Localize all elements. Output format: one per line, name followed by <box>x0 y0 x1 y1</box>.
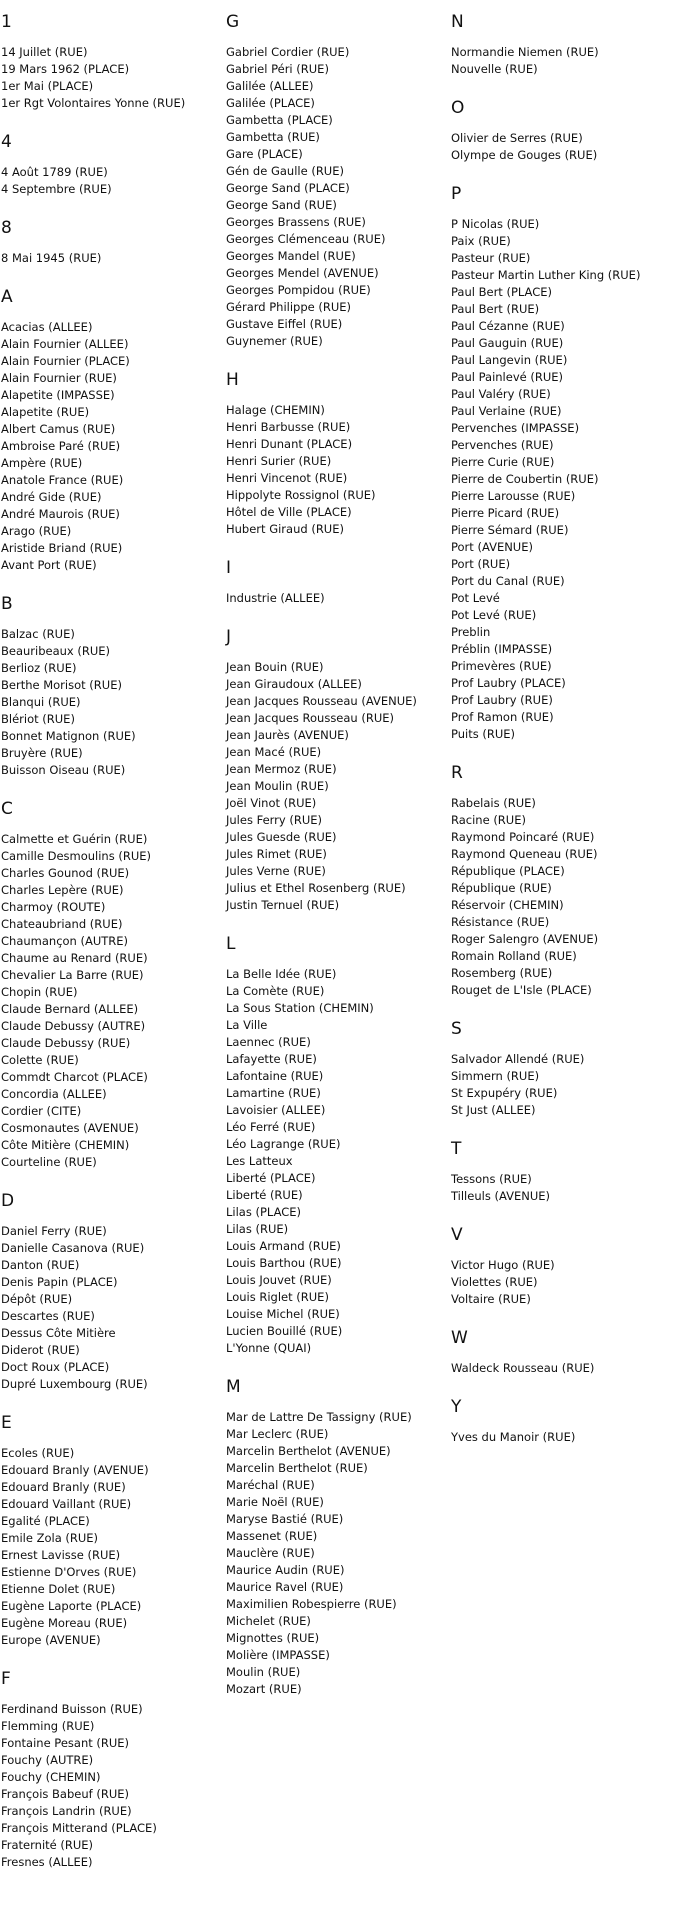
letter-section <box>1 12 226 112</box>
street-entry: Moulin (RUE) <box>226 1665 301 1679</box>
street-entry: Lavoisier (ALLEE) <box>226 1103 326 1117</box>
street-entry: Charles Lepère (RUE) <box>1 883 124 897</box>
street-entry: Camille Desmoulins (RUE) <box>1 849 152 863</box>
street-entry: Henri Barbusse (RUE) <box>226 420 351 434</box>
street-entry: André Gide (RUE) <box>1 490 102 504</box>
street-entry: Preblin <box>451 625 491 639</box>
street-entry: Jean Bouin (RUE) <box>226 660 324 674</box>
street-entry: Ecoles (RUE) <box>1 1446 75 1460</box>
street-entry: André Maurois (RUE) <box>1 507 120 521</box>
street-entry: François Landrin (RUE) <box>1 1804 132 1818</box>
street-entry: Paul Gauguin (RUE) <box>451 336 564 350</box>
street-entry: Massenet (RUE) <box>226 1529 318 1543</box>
street-entry: La Ville <box>226 1018 268 1032</box>
street-entry: Primevères (RUE) <box>451 659 552 673</box>
section-heading: N <box>451 12 464 32</box>
section-heading: B <box>1 594 13 614</box>
street-entry: Pervenches (RUE) <box>451 438 554 452</box>
street-entry: Aristide Briand (RUE) <box>1 541 123 555</box>
street-entry: Daniel Ferry (RUE) <box>1 1224 107 1238</box>
section-heading: J <box>226 627 232 647</box>
street-list <box>226 590 451 607</box>
letter-section <box>451 1225 675 1308</box>
letter-section <box>1 218 226 267</box>
street-entry: Gérard Philippe (RUE) <box>226 300 352 314</box>
street-entry: St Expupéry (RUE) <box>451 1086 558 1100</box>
street-entry: Paul Verlaine (RUE) <box>451 404 562 418</box>
letter-section <box>1 594 226 779</box>
street-entry: François Babeuf (RUE) <box>1 1787 129 1801</box>
street-entry: Paul Cézanne (RUE) <box>451 319 565 333</box>
street-entry: Halage (CHEMIN) <box>226 403 325 417</box>
street-entry: Jean Jaurès (AVENUE) <box>226 728 349 742</box>
section-heading: O <box>451 98 465 118</box>
street-entry: Résistance (RUE) <box>451 915 550 929</box>
street-entry: Gare (PLACE) <box>226 147 303 161</box>
street-entry: Estienne D'Orves (RUE) <box>1 1565 137 1579</box>
street-entry: Pierre Larousse (RUE) <box>451 489 576 503</box>
street-list <box>1 626 226 779</box>
street-list <box>1 250 226 267</box>
street-list <box>451 1429 675 1446</box>
street-entry: P Nicolas (RUE) <box>451 217 540 231</box>
street-entry: Calmette et Guérin (RUE) <box>1 832 148 846</box>
street-entry: Henri Dunant (PLACE) <box>226 437 353 451</box>
street-entry: Marie Noël (RUE) <box>226 1495 324 1509</box>
street-entry: Justin Ternuel (RUE) <box>226 898 340 912</box>
street-entry: Maximilien Robespierre (RUE) <box>226 1597 397 1611</box>
street-entry: Victor Hugo (RUE) <box>451 1258 555 1272</box>
letter-section <box>226 558 451 607</box>
street-entry: Jean Giraudoux (ALLEE) <box>226 677 362 691</box>
street-list <box>226 44 451 350</box>
street-entry: Fraternité (RUE) <box>1 1838 94 1852</box>
street-entry: Bruyère (RUE) <box>1 746 83 760</box>
section-heading: E <box>1 1413 12 1433</box>
street-entry: Dessus Côte Mitière <box>1 1326 116 1340</box>
street-list <box>451 216 675 743</box>
street-entry: Rabelais (RUE) <box>451 796 536 810</box>
street-entry: Maryse Bastié (RUE) <box>226 1512 344 1526</box>
letter-section <box>1 132 226 198</box>
street-entry: Eugène Moreau (RUE) <box>1 1616 128 1630</box>
street-entry: Cosmonautes (AVENUE) <box>1 1121 139 1135</box>
street-entry: Paix (RUE) <box>451 234 511 248</box>
street-entry: Diderot (RUE) <box>1 1343 80 1357</box>
street-entry: Julius et Ethel Rosenberg (RUE) <box>226 881 406 895</box>
street-entry: Olympe de Gouges (RUE) <box>451 148 598 162</box>
street-entry: Georges Pompidou (RUE) <box>226 283 371 297</box>
street-entry: Doct Roux (PLACE) <box>1 1360 110 1374</box>
street-entry: Mauclère (RUE) <box>226 1546 315 1560</box>
street-list <box>1 1701 226 1871</box>
street-entry: Ernest Lavisse (RUE) <box>1 1548 121 1562</box>
letter-section <box>451 98 675 164</box>
street-entry: Mar de Lattre De Tassigny (RUE) <box>226 1410 412 1424</box>
street-entry: Gabriel Cordier (RUE) <box>226 45 350 59</box>
street-entry: Jules Rimet (RUE) <box>226 847 327 861</box>
street-list <box>451 1360 675 1377</box>
letter-section <box>451 763 675 999</box>
section-heading: R <box>451 763 463 783</box>
street-entry: Courteline (RUE) <box>1 1155 97 1169</box>
street-list <box>226 659 451 914</box>
street-entry: Mignottes (RUE) <box>226 1631 320 1645</box>
street-entry: Henri Vincenot (RUE) <box>226 471 348 485</box>
street-entry: Roger Salengro (AVENUE) <box>451 932 599 946</box>
street-entry: Georges Brassens (RUE) <box>226 215 366 229</box>
street-entry: Romain Rolland (RUE) <box>451 949 577 963</box>
street-entry: Fouchy (CHEMIN) <box>1 1770 101 1784</box>
street-entry: Jules Verne (RUE) <box>226 864 326 878</box>
letter-section <box>226 934 451 1357</box>
street-entry: Gambetta (RUE) <box>226 130 320 144</box>
street-entry: Beauribeaux (RUE) <box>1 644 111 658</box>
street-entry: Lilas (RUE) <box>226 1222 289 1236</box>
street-list <box>1 44 226 112</box>
street-entry: Laennec (RUE) <box>226 1035 311 1049</box>
street-entry: Eugène Laporte (PLACE) <box>1 1599 142 1613</box>
street-entry: Flemming (RUE) <box>1 1719 95 1733</box>
street-entry: Waldeck Rousseau (RUE) <box>451 1361 595 1375</box>
street-entry: Blanqui (RUE) <box>1 695 81 709</box>
street-entry: Port (AVENUE) <box>451 540 533 554</box>
street-entry: 19 Mars 1962 (PLACE) <box>1 62 130 76</box>
letter-section <box>451 12 675 78</box>
street-entry: Colette (RUE) <box>1 1053 79 1067</box>
street-entry: La Belle Idée (RUE) <box>226 967 337 981</box>
letter-section <box>1 1191 226 1393</box>
street-entry: George Sand (RUE) <box>226 198 337 212</box>
street-list <box>1 1445 226 1649</box>
street-entry: Lucien Bouillé (RUE) <box>226 1324 343 1338</box>
street-entry: Paul Painlevé (RUE) <box>451 370 564 384</box>
street-entry: Pierre Picard (RUE) <box>451 506 560 520</box>
street-entry: Nouvelle (RUE) <box>451 62 538 76</box>
street-entry: Louis Armand (RUE) <box>226 1239 341 1253</box>
street-entry: Jean Jacques Rousseau (RUE) <box>226 711 395 725</box>
street-entry: Danielle Casanova (RUE) <box>1 1241 145 1255</box>
letter-section <box>1 1413 226 1649</box>
street-entry: Claude Debussy (AUTRE) <box>1 1019 146 1033</box>
street-entry: 8 Mai 1945 (RUE) <box>1 251 102 265</box>
street-entry: Albert Camus (RUE) <box>1 422 116 436</box>
letter-section <box>226 627 451 914</box>
street-entry: Pierre Sémard (RUE) <box>451 523 569 537</box>
letter-section <box>1 799 226 1171</box>
street-entry: Alain Fournier (PLACE) <box>1 354 130 368</box>
letter-section <box>451 1397 675 1446</box>
street-entry: Maréchal (RUE) <box>226 1478 315 1492</box>
street-list <box>226 1409 451 1698</box>
street-entry: Lamartine (RUE) <box>226 1086 321 1100</box>
street-entry: Galilée (PLACE) <box>226 96 315 110</box>
section-heading: I <box>226 558 232 578</box>
street-list <box>1 831 226 1171</box>
section-heading: 4 <box>1 132 12 152</box>
street-entry: Yves du Manoir (RUE) <box>451 1430 576 1444</box>
street-entry: République (RUE) <box>451 881 552 895</box>
street-entry: Guynemer (RUE) <box>226 334 323 348</box>
street-entry: George Sand (PLACE) <box>226 181 350 195</box>
street-entry: Georges Mandel (RUE) <box>226 249 356 263</box>
street-list <box>451 44 675 78</box>
letter-section <box>1 287 226 574</box>
street-entry: Jean Moulin (RUE) <box>226 779 329 793</box>
street-entry: François Mitterand (PLACE) <box>1 1821 157 1835</box>
street-entry: Pierre Curie (RUE) <box>451 455 555 469</box>
street-entry: Pot Levé (RUE) <box>451 608 537 622</box>
street-entry: Georges Mendel (AVENUE) <box>226 266 379 280</box>
street-entry: Prof Ramon (RUE) <box>451 710 554 724</box>
section-heading: D <box>1 1191 15 1211</box>
street-entry: Arago (RUE) <box>1 524 72 538</box>
street-entry: Chaume au Renard (RUE) <box>1 951 148 965</box>
street-entry: Molière (IMPASSE) <box>226 1648 330 1662</box>
section-heading: H <box>226 370 239 390</box>
section-heading: T <box>451 1139 462 1159</box>
street-entry: L'Yonne (QUAI) <box>226 1341 312 1355</box>
letter-section <box>451 1328 675 1377</box>
street-entry: Alapetite (RUE) <box>1 405 90 419</box>
street-entry: Léo Ferré (RUE) <box>226 1120 316 1134</box>
street-entry: Fouchy (AUTRE) <box>1 1753 94 1767</box>
street-entry: Gén de Gaulle (RUE) <box>226 164 344 178</box>
street-entry: Ambroise Paré (RUE) <box>1 439 121 453</box>
street-entry: Joël Vinot (RUE) <box>226 796 317 810</box>
street-entry: Pot Levé <box>451 591 500 605</box>
street-entry: Paul Bert (RUE) <box>451 302 540 316</box>
street-entry: Acacias (ALLEE) <box>1 320 93 334</box>
street-entry: Danton (RUE) <box>1 1258 80 1272</box>
street-entry: La Sous Station (CHEMIN) <box>226 1001 374 1015</box>
street-entry: Charmoy (ROUTE) <box>1 900 106 914</box>
street-entry: 1er Mai (PLACE) <box>1 79 94 93</box>
street-entry: Jules Ferry (RUE) <box>226 813 323 827</box>
street-entry: Réservoir (CHEMIN) <box>451 898 564 912</box>
letter-section <box>451 1139 675 1205</box>
street-list <box>451 130 675 164</box>
street-entry: Racine (RUE) <box>451 813 526 827</box>
street-entry: Alain Fournier (RUE) <box>1 371 117 385</box>
street-entry: Berthe Morisot (RUE) <box>1 678 122 692</box>
street-entry: Charles Gounod (RUE) <box>1 866 130 880</box>
street-entry: Lafontaine (RUE) <box>226 1069 324 1083</box>
street-entry: Pasteur Martin Luther King (RUE) <box>451 268 641 282</box>
street-entry: Mozart (RUE) <box>226 1682 302 1696</box>
index-column <box>451 12 675 1466</box>
letter-section <box>226 370 451 538</box>
section-heading: A <box>1 287 13 307</box>
section-heading: W <box>451 1328 468 1348</box>
street-entry: Louis Jouvet (RUE) <box>226 1273 332 1287</box>
street-entry: Paul Bert (PLACE) <box>451 285 553 299</box>
street-entry: Jean Mermoz (RUE) <box>226 762 337 776</box>
street-entry: Pasteur (RUE) <box>451 251 531 265</box>
street-entry: Gabriel Péri (RUE) <box>226 62 329 76</box>
street-entry: Jules Guesde (RUE) <box>226 830 337 844</box>
street-entry: Raymond Poincaré (RUE) <box>451 830 595 844</box>
street-entry: Les Latteux <box>226 1154 293 1168</box>
street-list <box>451 1257 675 1308</box>
street-entry: Dépôt (RUE) <box>1 1292 73 1306</box>
street-list <box>451 1051 675 1119</box>
section-heading: L <box>226 934 236 954</box>
street-entry: Etienne Dolet (RUE) <box>1 1582 116 1596</box>
street-entry: Claude Bernard (ALLEE) <box>1 1002 139 1016</box>
letter-section <box>226 1377 451 1698</box>
street-entry: Berlioz (RUE) <box>1 661 77 675</box>
section-heading: M <box>226 1377 241 1397</box>
street-list <box>226 966 451 1357</box>
street-entry: Marcelin Berthelot (AVENUE) <box>226 1444 391 1458</box>
street-entry: Lilas (PLACE) <box>226 1205 302 1219</box>
street-entry: Port du Canal (RUE) <box>451 574 565 588</box>
street-entry: Prof Laubry (PLACE) <box>451 676 566 690</box>
street-entry: Tilleuls (AVENUE) <box>451 1189 550 1203</box>
index-column <box>1 12 226 1891</box>
street-entry: Léo Lagrange (RUE) <box>226 1137 341 1151</box>
street-entry: Port (RUE) <box>451 557 511 571</box>
street-entry: Chaumançon (AUTRE) <box>1 934 129 948</box>
street-entry: Edouard Branly (AVENUE) <box>1 1463 149 1477</box>
street-entry: Hippolyte Rossignol (RUE) <box>226 488 376 502</box>
street-entry: Jean Jacques Rousseau (AVENUE) <box>226 694 417 708</box>
street-entry: Concordia (ALLEE) <box>1 1087 107 1101</box>
street-entry: Europe (AVENUE) <box>1 1633 101 1647</box>
street-entry: Raymond Queneau (RUE) <box>451 847 598 861</box>
street-list <box>1 164 226 198</box>
street-entry: Lafayette (RUE) <box>226 1052 317 1066</box>
street-entry: Buisson Oiseau (RUE) <box>1 763 126 777</box>
street-entry: Chevalier La Barre (RUE) <box>1 968 144 982</box>
section-heading: G <box>226 12 240 32</box>
street-entry: Prof Laubry (RUE) <box>451 693 553 707</box>
street-entry: Commdt Charcot (PLACE) <box>1 1070 148 1084</box>
street-entry: Egalité (PLACE) <box>1 1514 90 1528</box>
street-entry: Rouget de L'Isle (PLACE) <box>451 983 592 997</box>
street-entry: Descartes (RUE) <box>1 1309 95 1323</box>
street-entry: Hôtel de Ville (PLACE) <box>226 505 352 519</box>
street-entry: Louis Riglet (RUE) <box>226 1290 329 1304</box>
street-entry: 4 Septembre (RUE) <box>1 182 112 196</box>
street-entry: Anatole France (RUE) <box>1 473 124 487</box>
street-entry: Salvador Allendé (RUE) <box>451 1052 585 1066</box>
street-entry: Liberté (PLACE) <box>226 1171 316 1185</box>
street-entry: Tessons (RUE) <box>451 1172 532 1186</box>
section-heading: S <box>451 1019 462 1039</box>
section-heading: P <box>451 184 462 204</box>
street-entry: Côte Mitière (CHEMIN) <box>1 1138 130 1152</box>
street-entry: Bonnet Matignon (RUE) <box>1 729 136 743</box>
street-list <box>1 319 226 574</box>
street-entry: Louis Barthou (RUE) <box>226 1256 342 1270</box>
street-entry: Henri Surier (RUE) <box>226 454 332 468</box>
street-entry: Voltaire (RUE) <box>451 1292 531 1306</box>
street-entry: La Comète (RUE) <box>226 984 325 998</box>
index-column <box>226 12 451 1718</box>
street-entry: Georges Clémenceau (RUE) <box>226 232 386 246</box>
letter-section <box>451 1019 675 1119</box>
section-heading: 8 <box>1 218 12 238</box>
street-entry: Michelet (RUE) <box>226 1614 311 1628</box>
street-list <box>451 795 675 999</box>
street-entry: Chopin (RUE) <box>1 985 78 999</box>
street-entry: Marcelin Berthelot (RUE) <box>226 1461 368 1475</box>
street-entry: Louise Michel (RUE) <box>226 1307 340 1321</box>
street-entry: St Just (ALLEE) <box>451 1103 536 1117</box>
street-entry: Dupré Luxembourg (RUE) <box>1 1377 148 1391</box>
street-entry: Edouard Vaillant (RUE) <box>1 1497 132 1511</box>
street-entry: Alain Fournier (ALLEE) <box>1 337 129 351</box>
street-entry: Pierre de Coubertin (RUE) <box>451 472 599 486</box>
street-list <box>226 402 451 538</box>
street-entry: Mar Leclerc (RUE) <box>226 1427 329 1441</box>
street-entry: Denis Papin (PLACE) <box>1 1275 118 1289</box>
street-entry: Jean Macé (RUE) <box>226 745 322 759</box>
street-entry: Simmern (RUE) <box>451 1069 540 1083</box>
street-list <box>1 1223 226 1393</box>
street-entry: Puits (RUE) <box>451 727 516 741</box>
street-entry: Balzac (RUE) <box>1 627 75 641</box>
street-entry: Olivier de Serres (RUE) <box>451 131 583 145</box>
street-entry: Claude Debussy (RUE) <box>1 1036 131 1050</box>
street-entry: Paul Langevin (RUE) <box>451 353 568 367</box>
street-entry: 14 Juillet (RUE) <box>1 45 88 59</box>
street-entry: Gustave Eiffel (RUE) <box>226 317 343 331</box>
street-entry: Fresnes (ALLEE) <box>1 1855 93 1869</box>
street-entry: Liberté (RUE) <box>226 1188 303 1202</box>
street-list <box>451 1171 675 1205</box>
section-heading: V <box>451 1225 463 1245</box>
letter-section <box>226 12 451 350</box>
section-heading: Y <box>451 1397 462 1417</box>
street-entry: 4 Août 1789 (RUE) <box>1 165 108 179</box>
street-entry: Rosemberg (RUE) <box>451 966 553 980</box>
street-entry: Violettes (RUE) <box>451 1275 538 1289</box>
street-entry: Paul Valéry (RUE) <box>451 387 551 401</box>
street-entry: Industrie (ALLEE) <box>226 591 325 605</box>
letter-section <box>1 1669 226 1871</box>
street-entry: Ampère (RUE) <box>1 456 83 470</box>
street-entry: Emile Zola (RUE) <box>1 1531 99 1545</box>
section-heading: 1 <box>1 12 12 32</box>
street-entry: Normandie Niemen (RUE) <box>451 45 599 59</box>
street-entry: Ferdinand Buisson (RUE) <box>1 1702 143 1716</box>
section-heading: F <box>1 1669 11 1689</box>
street-entry: Préblin (IMPASSE) <box>451 642 553 656</box>
street-entry: Avant Port (RUE) <box>1 558 97 572</box>
street-entry: Fontaine Pesant (RUE) <box>1 1736 130 1750</box>
street-entry: République (PLACE) <box>451 864 565 878</box>
street-entry: Alapetite (IMPASSE) <box>1 388 115 402</box>
section-heading: C <box>1 799 13 819</box>
street-entry: Pervenches (IMPASSE) <box>451 421 580 435</box>
street-entry: Maurice Audin (RUE) <box>226 1563 345 1577</box>
street-entry: Galilée (ALLEE) <box>226 79 314 93</box>
street-entry: Edouard Branly (RUE) <box>1 1480 126 1494</box>
street-entry: Gambetta (PLACE) <box>226 113 333 127</box>
street-entry: Chateaubriand (RUE) <box>1 917 123 931</box>
letter-section <box>451 184 675 743</box>
street-entry: Hubert Giraud (RUE) <box>226 522 344 536</box>
street-entry: Blériot (RUE) <box>1 712 75 726</box>
street-entry: Maurice Ravel (RUE) <box>226 1580 344 1594</box>
street-entry: 1er Rgt Volontaires Yonne (RUE) <box>1 96 186 110</box>
street-entry: Cordier (CITE) <box>1 1104 82 1118</box>
